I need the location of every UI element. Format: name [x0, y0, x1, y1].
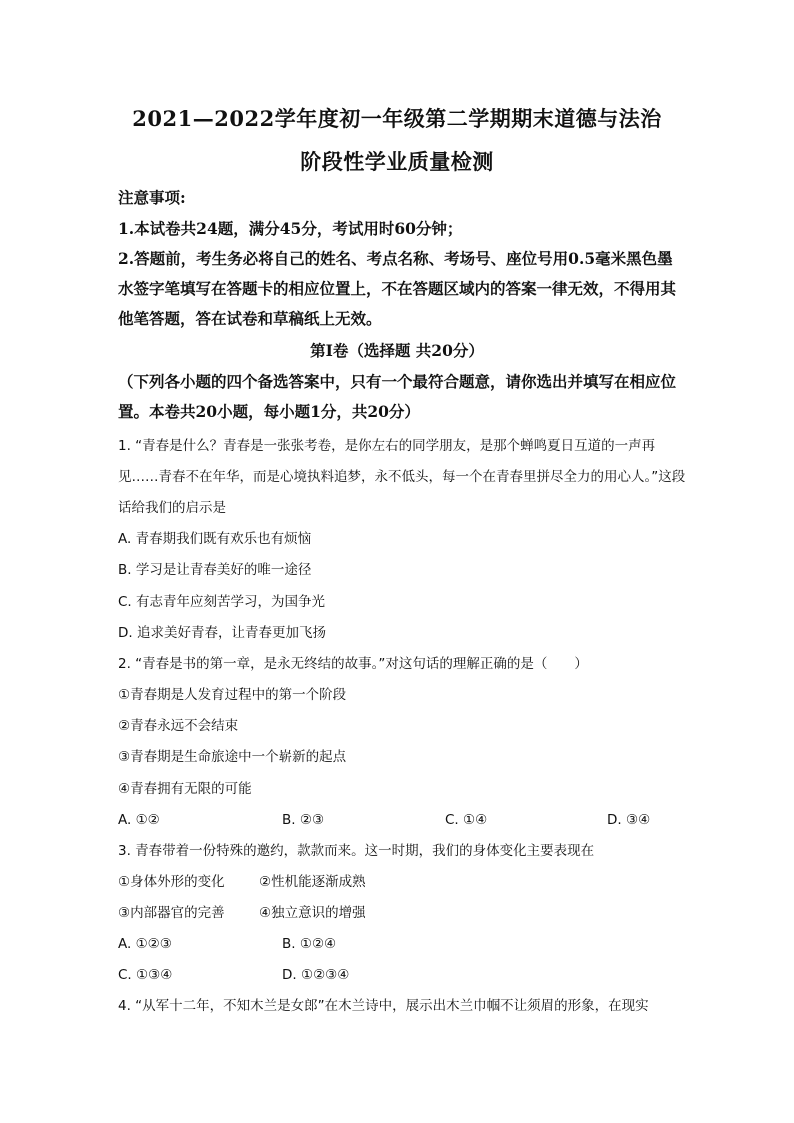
question-2-statement-2: ②青春永远不会结束 [118, 718, 239, 734]
question-1-option-a: A. 青春期我们既有欢乐也有烦恼 [118, 531, 312, 547]
question-3-stem: 3. 青春带着一份特殊的邀约，款款而来。这一时期，我们的身体变化主要表现在 [118, 843, 595, 859]
question-3-statement-2: ②性机能逐渐成熟 [259, 874, 366, 890]
exam-title-line2: 阶段性学业质量检测 [300, 149, 494, 174]
section-instruction: （下列各小题的四个备选答案中，只有一个最符合题意，请你选出并填写在相应位置。本卷共20小题，每小题1分，共20分） [118, 372, 677, 421]
notice-item-2: 2.答题前，考生务必将自己的姓名、考点名称、考场号、座位号用0.5毫米黑色墨水签字笔填写在答题卡的相应位置上，不在答题区域内的答案一律无效，不得用其他笔答题，答在试卷和草稿纸上无效。 [118, 249, 677, 328]
question-2-option-b: B. ②③ [282, 812, 325, 828]
question-1-stem: 1. “青春是什么？青春是一张张考卷，是你左右的同学朋友，是那个蝉鸣夏日互道的一声再见……青春不在年华，而是心境执料追梦，永不低头，每一个在青春里拼尽全力的用心人。”这段话给我们的启示是 [118, 438, 686, 516]
question-2-option-d: D. ③④ [607, 812, 651, 828]
question-4-stem: 4. “从军十二年，不知木兰是女郎”在木兰诗中，展示出木兰巾帼不让须眉的形象，在现实 [118, 998, 649, 1014]
question-2-option-a: A. ①② [118, 812, 160, 828]
question-2-statement-3: ③青春期是生命旅途中一个崭新的起点 [118, 749, 347, 765]
question-1-option-c: C. 有志青年应刻苦学习，为国争光 [118, 594, 326, 610]
question-3-option-b: B. ①②④ [282, 936, 337, 952]
section-title: 第Ⅰ卷（选择题 共20分） [310, 341, 484, 360]
question-3-option-d: D. ①②③④ [282, 967, 350, 983]
question-3-statement-4: ④独立意识的增强 [259, 905, 366, 921]
question-2-stem: 2. “青春是书的第一章，是永无终结的故事。”对这句话的理解正确的是（ ） [118, 656, 588, 672]
question-1-option-b: B. 学习是让青春美好的唯一途径 [118, 562, 312, 578]
question-3-statement-3: ③内部器官的完善 [118, 905, 225, 921]
exam-title-line1: 2021—2022学年度初一年级第二学期期末道德与法治 [132, 106, 662, 131]
notice-item-1: 1.本试卷共24题，满分45分，考试用时60分钟； [118, 219, 463, 238]
question-2-option-c: C. ①④ [445, 812, 488, 828]
question-3-statement-1: ①身体外形的变化 [118, 874, 225, 890]
question-2-statement-4: ④青春拥有无限的可能 [118, 781, 252, 797]
question-3-option-a: A. ①②③ [118, 936, 172, 952]
question-1-option-d: D. 追求美好青春，让青春更加飞扬 [118, 625, 326, 641]
notice-heading: 注意事项: [118, 188, 186, 207]
question-3-option-c: C. ①③④ [118, 967, 173, 983]
question-2-statement-1: ①青春期是人发育过程中的第一个阶段 [118, 687, 347, 703]
